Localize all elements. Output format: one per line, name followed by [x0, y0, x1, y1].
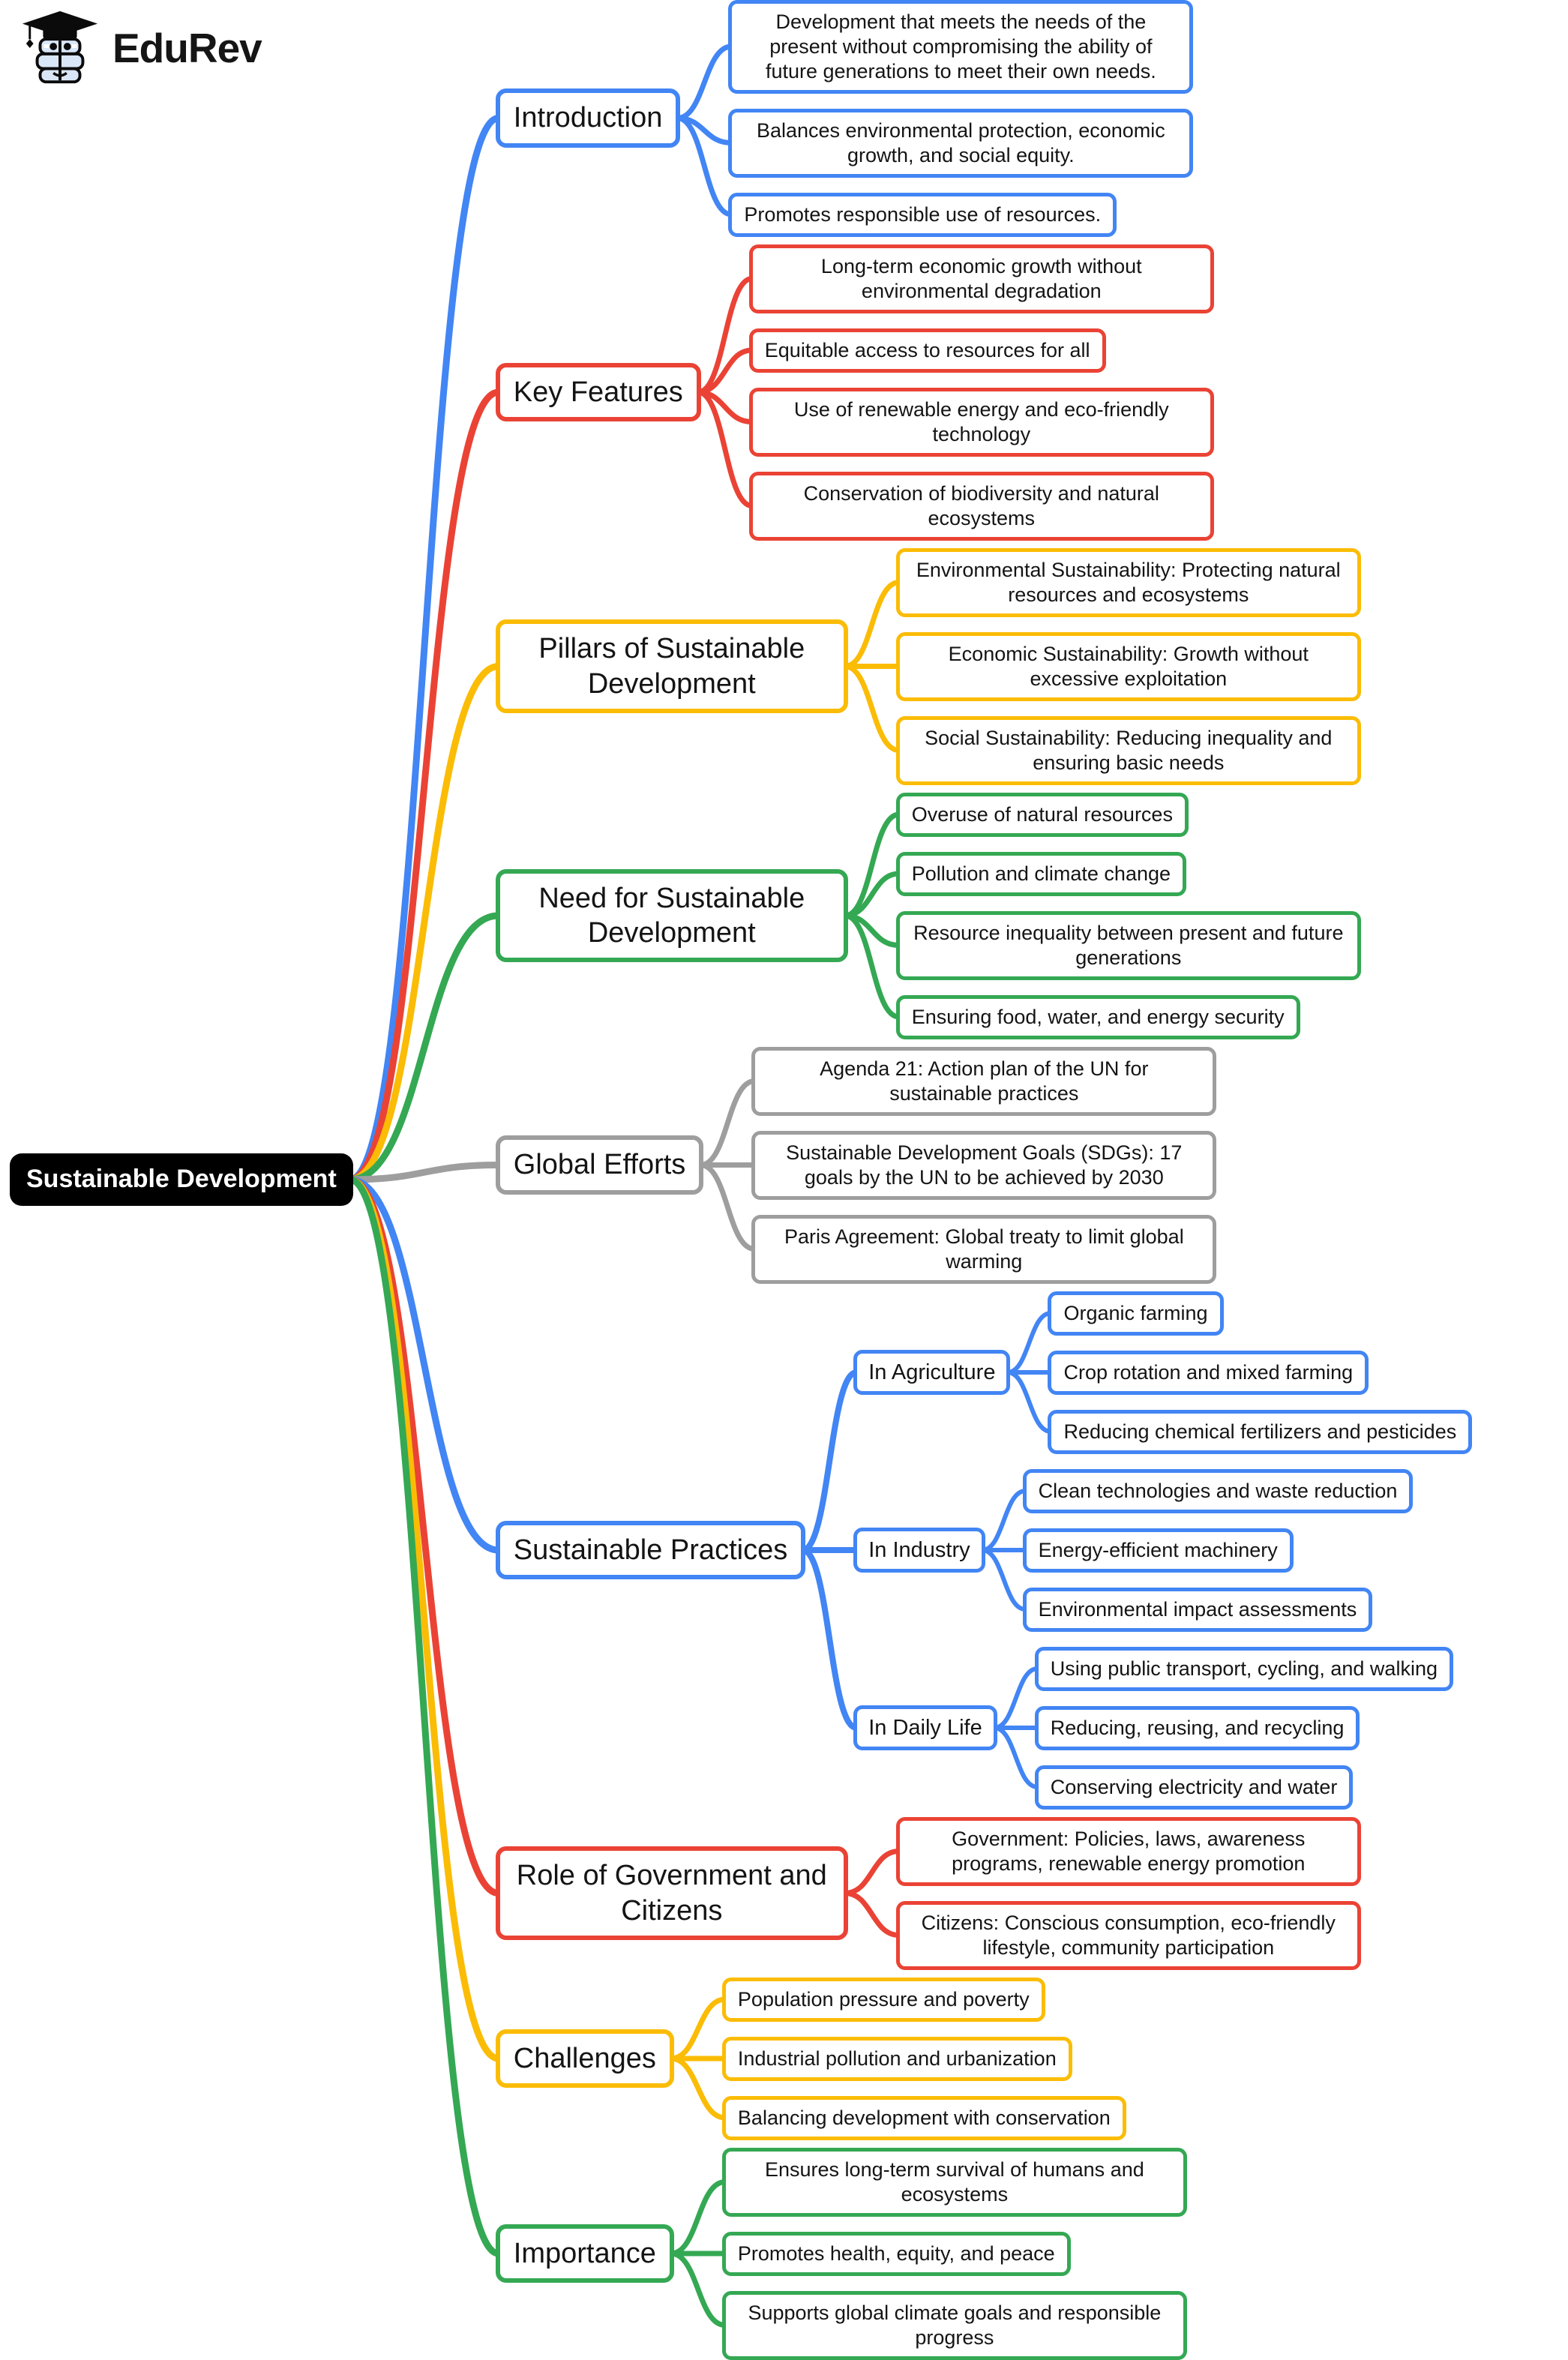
branch-node-pillars-of-sustainable-development[interactable]: Pillars of Sustainable Development [496, 619, 848, 713]
children-column [749, 244, 1214, 541]
leaf-node: Social Sustainability: Reducing inequality and ensuring basic needs [896, 716, 1361, 785]
leaf-node: Agenda 21: Action plan of the UN for sustainable practices [751, 1047, 1216, 1116]
leaf-node: Use of renewable energy and eco-friendly technology [749, 388, 1214, 457]
leaf-node: Ensures long-term survival of humans and ecosystems [722, 2148, 1187, 2217]
children-column [1048, 1291, 1472, 1454]
branch-group-role-of-government-and-citizens [496, 1817, 1472, 1970]
leaf-node: Pollution and climate change [896, 852, 1186, 896]
edurev-logo[interactable] [19, 9, 262, 87]
leaf-node: Economic Sustainability: Growth without excessive exploitation [896, 632, 1361, 701]
leaf-node: Promotes responsible use of resources. [728, 193, 1117, 237]
sub-branch-node-in-industry[interactable]: In Industry [853, 1528, 985, 1573]
children-column [896, 793, 1361, 1039]
branch-group-need-for-sustainable-development [496, 793, 1472, 1039]
leaf-node: Overuse of natural resources [896, 793, 1189, 837]
leaf-node: Sustainable Development Goals (SDGs): 17 goals by the UN to be achieved by 2030 [751, 1131, 1216, 1200]
children-column [896, 548, 1361, 785]
leaf-node: Reducing chemical fertilizers and pesticides [1048, 1410, 1472, 1454]
edurev-mascot-icon [19, 9, 100, 87]
leaf-node: Balances environmental protection, economic growth, and social equity. [728, 109, 1193, 178]
leaf-node: Population pressure and poverty [722, 1978, 1045, 2022]
branch-group-importance [496, 2148, 1472, 2360]
branch-node-key-features[interactable]: Key Features [496, 363, 701, 421]
leaf-node: Government: Policies, laws, awareness programs, renewable energy promotion [896, 1817, 1361, 1886]
branch-node-need-for-sustainable-development[interactable]: Need for Sustainable Development [496, 869, 848, 963]
leaf-node: Development that meets the needs of the present without compromising the ability of future generations to meet their own needs. [728, 0, 1193, 94]
leaf-node: Clean technologies and waste reduction [1023, 1469, 1414, 1513]
children-column [751, 1047, 1216, 1284]
children-column [1035, 1647, 1453, 1810]
sub-branch-group-in-industry [853, 1469, 1472, 1632]
mindmap-canvas [10, 0, 1568, 2359]
branch-group-sustainable-practices [496, 1291, 1472, 1810]
leaf-node: Supports global climate goals and responsible progress [722, 2291, 1187, 2360]
children-column [722, 2148, 1187, 2360]
sub-branch-group-in-agriculture [853, 1291, 1472, 1454]
sub-branch-node-in-daily-life[interactable]: In Daily Life [853, 1705, 997, 1751]
leaf-node: Balancing development with conservation [722, 2096, 1126, 2140]
leaf-node: Using public transport, cycling, and walking [1035, 1647, 1453, 1691]
leaf-node: Resource inequality between present and future generations [896, 911, 1361, 980]
leaf-node: Paris Agreement: Global treaty to limit global warming [751, 1215, 1216, 1284]
branch-group-key-features [496, 244, 1472, 541]
children-column [1023, 1469, 1414, 1632]
leaf-node: Environmental Sustainability: Protecting natural resources and ecosystems [896, 548, 1361, 617]
leaf-node: Energy-efficient machinery [1023, 1528, 1294, 1573]
sub-branch-node-in-agriculture[interactable]: In Agriculture [853, 1350, 1010, 1396]
branch-node-introduction[interactable]: Introduction [496, 88, 681, 147]
leaf-node: Conserving electricity and water [1035, 1765, 1354, 1810]
root-node[interactable]: Sustainable Development [10, 1153, 353, 1205]
branch-group-pillars-of-sustainable-development [496, 548, 1472, 785]
branch-node-global-efforts[interactable]: Global Efforts [496, 1135, 704, 1194]
leaf-node: Conservation of biodiversity and natural ecosystems [749, 472, 1214, 541]
leaf-node: Industrial pollution and urbanization [722, 2037, 1072, 2081]
leaf-node: Environmental impact assessments [1023, 1588, 1373, 1632]
branch-node-role-of-government-and-citizens[interactable]: Role of Government and Citizens [496, 1846, 848, 1940]
children-column [728, 0, 1193, 237]
children-column [853, 1291, 1472, 1810]
children-column [722, 1978, 1126, 2140]
leaf-node: Crop rotation and mixed farming [1048, 1351, 1369, 1395]
leaf-node: Citizens: Conscious consumption, eco-friendly lifestyle, community participation [896, 1901, 1361, 1970]
leaf-node: Reducing, reusing, and recycling [1035, 1706, 1360, 1750]
sub-branch-group-in-daily-life [853, 1647, 1472, 1810]
leaf-node: Long-term economic growth without environmental degradation [749, 244, 1214, 313]
leaf-node: Equitable access to resources for all [749, 328, 1106, 373]
leaf-node: Ensuring food, water, and energy security [896, 995, 1300, 1039]
edurev-logo-text: EduRev [112, 24, 262, 72]
children-column [896, 1817, 1361, 1970]
branch-node-importance[interactable]: Importance [496, 2224, 674, 2283]
branch-node-sustainable-practices[interactable]: Sustainable Practices [496, 1521, 805, 1579]
branch-group-challenges [496, 1978, 1472, 2140]
branch-group-global-efforts [496, 1047, 1472, 1284]
branches-column [496, 0, 1472, 2359]
leaf-node: Organic farming [1048, 1291, 1223, 1336]
branch-group-introduction [496, 0, 1472, 237]
leaf-node: Promotes health, equity, and peace [722, 2232, 1071, 2276]
branch-node-challenges[interactable]: Challenges [496, 2029, 674, 2088]
